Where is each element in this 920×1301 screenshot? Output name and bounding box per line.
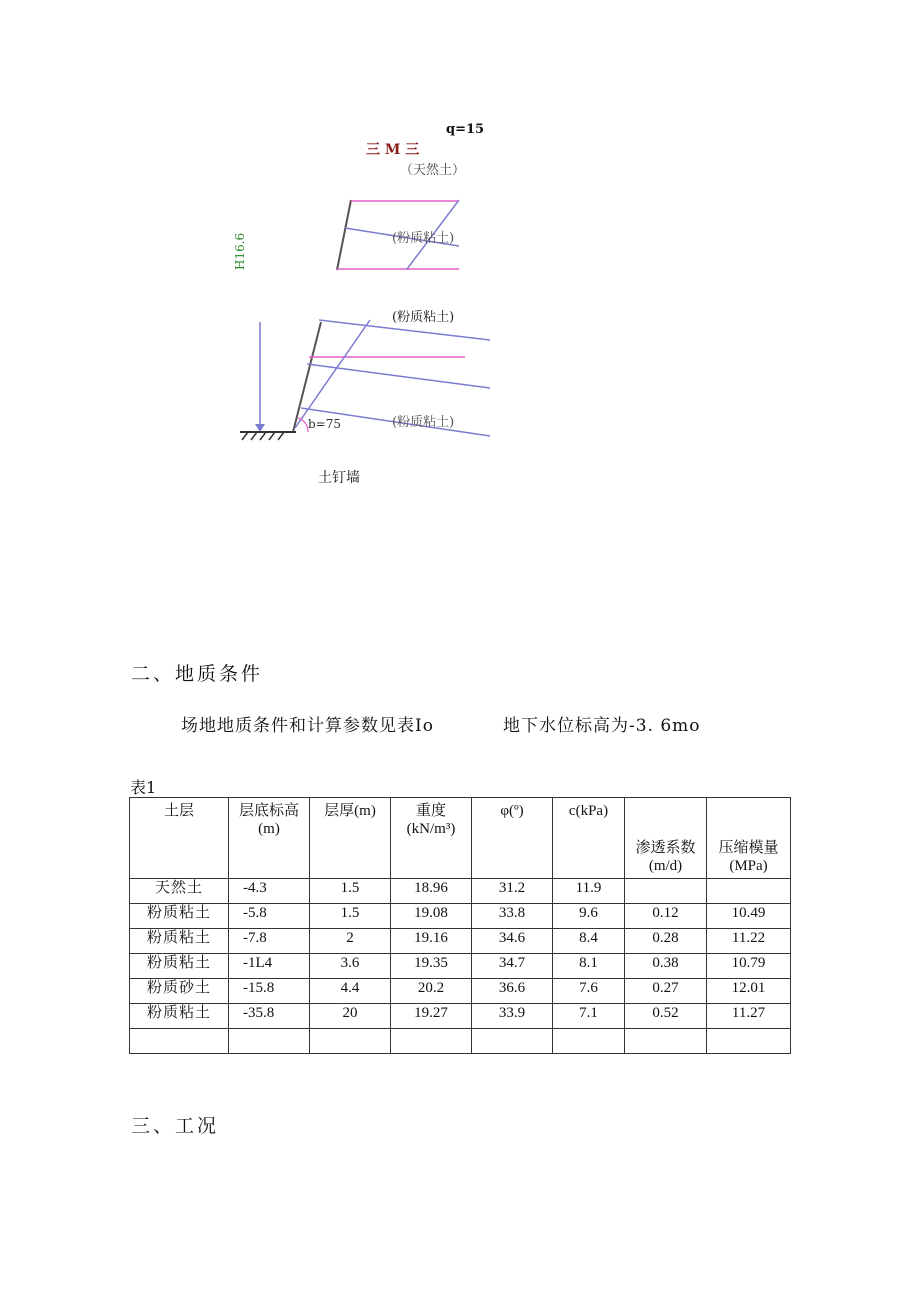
soil-label-1: (粉质粘土) bbox=[392, 231, 455, 246]
table-cell: 33.8 bbox=[472, 904, 553, 929]
section-2-heading: 二、地质条件 bbox=[131, 663, 264, 685]
upper-wall-line bbox=[337, 200, 351, 270]
soil-label-2: (粉质粘土) bbox=[392, 310, 455, 325]
table-cell: 11.22 bbox=[707, 929, 791, 954]
table-cell bbox=[625, 1029, 707, 1054]
section-2-paragraph-b: 地下水位标高为-3. 6mo bbox=[503, 716, 701, 736]
angle-label: b=75 bbox=[308, 417, 342, 431]
table-cell: 天然土 bbox=[130, 879, 229, 904]
table-row bbox=[130, 1029, 791, 1054]
table-cell: 33.9 bbox=[472, 1004, 553, 1029]
table-cell bbox=[625, 879, 707, 904]
table-cell: 粉质粘土 bbox=[130, 1004, 229, 1029]
lower-wall-line bbox=[293, 322, 321, 432]
table-row bbox=[130, 1004, 791, 1029]
table-cell: 0.38 bbox=[625, 954, 707, 979]
header-cell: c(kPa) bbox=[553, 798, 625, 879]
table-cell: -5.8 bbox=[229, 904, 310, 929]
table-cell: 19.08 bbox=[391, 904, 472, 929]
table-cell: -7.8 bbox=[229, 929, 310, 954]
header-cell: 土层 bbox=[130, 798, 229, 879]
table-cell: 2 bbox=[310, 929, 391, 954]
header-cell: φ(º) bbox=[472, 798, 553, 879]
table-cell: 粉质粘土 bbox=[130, 904, 229, 929]
load-symbol: 三 M 三 bbox=[366, 142, 420, 158]
table-cell: 8.1 bbox=[553, 954, 625, 979]
table-cell: 20 bbox=[310, 1004, 391, 1029]
table-header-row bbox=[130, 798, 791, 879]
table-cell: 0.12 bbox=[625, 904, 707, 929]
soil-label-3: (粉质粘土) bbox=[392, 415, 455, 430]
table-row bbox=[130, 954, 791, 979]
table-cell: 7.1 bbox=[553, 1004, 625, 1029]
table-cell: 10.79 bbox=[707, 954, 791, 979]
table-cell: 0.28 bbox=[625, 929, 707, 954]
table-cell bbox=[553, 1029, 625, 1054]
table-cell: 3.6 bbox=[310, 954, 391, 979]
table-cell: 19.16 bbox=[391, 929, 472, 954]
section-3-heading: 三、工况 bbox=[131, 1115, 220, 1137]
table-cell bbox=[391, 1029, 472, 1054]
table-cell: 4.4 bbox=[310, 979, 391, 1004]
ground-hatch bbox=[242, 432, 284, 440]
table-cell: 10.49 bbox=[707, 904, 791, 929]
height-arrowhead bbox=[255, 424, 265, 432]
table-cell: 1.5 bbox=[310, 879, 391, 904]
table-cell bbox=[310, 1029, 391, 1054]
header-cell: 层底标高 (m) bbox=[229, 798, 310, 879]
table-cell: -35.8 bbox=[229, 1004, 310, 1029]
table-cell: 0.27 bbox=[625, 979, 707, 1004]
table-cell bbox=[472, 1029, 553, 1054]
table-cell bbox=[130, 1029, 229, 1054]
table-cell: 20.2 bbox=[391, 979, 472, 1004]
table-cell: 7.6 bbox=[553, 979, 625, 1004]
table-cell: 粉质粘土 bbox=[130, 929, 229, 954]
table-cell: 34.7 bbox=[472, 954, 553, 979]
section-2-paragraph-a: 场地地质条件和计算参数见表Io bbox=[181, 716, 434, 736]
table-row bbox=[130, 904, 791, 929]
figure-caption: 土钉墙 bbox=[318, 470, 360, 486]
table-cell: 11.27 bbox=[707, 1004, 791, 1029]
lower-slip-line bbox=[295, 320, 370, 428]
header-cell: 重度 (kN/m³) bbox=[391, 798, 472, 879]
lower-nail-2 bbox=[307, 364, 490, 388]
table-cell: 19.35 bbox=[391, 954, 472, 979]
table-cell bbox=[707, 1029, 791, 1054]
table-row bbox=[130, 929, 791, 954]
header-cell: 压缩模量 (MPa) bbox=[707, 798, 791, 879]
soil-parameters-table bbox=[129, 797, 791, 1054]
table-cell: 8.4 bbox=[553, 929, 625, 954]
table-cell: 18.96 bbox=[391, 879, 472, 904]
load-label: q=15 bbox=[446, 122, 485, 137]
table-cell: 34.6 bbox=[472, 929, 553, 954]
table-cell: 11.9 bbox=[553, 879, 625, 904]
table-row bbox=[130, 879, 791, 904]
table-cell: 粉质砂土 bbox=[130, 979, 229, 1004]
table-cell: 粉质粘土 bbox=[130, 954, 229, 979]
table-cell: 9.6 bbox=[553, 904, 625, 929]
table-cell bbox=[707, 879, 791, 904]
table-cell: 31.2 bbox=[472, 879, 553, 904]
table-cell: 0.52 bbox=[625, 1004, 707, 1029]
table-cell: 36.6 bbox=[472, 979, 553, 1004]
table-cell: -15.8 bbox=[229, 979, 310, 1004]
table-row bbox=[130, 979, 791, 1004]
soil-nail-wall-figure bbox=[0, 0, 920, 500]
height-label: H16.6 bbox=[233, 232, 247, 270]
table-cell: -1L4 bbox=[229, 954, 310, 979]
table-cell: -4.3 bbox=[229, 879, 310, 904]
angle-arc bbox=[298, 418, 308, 432]
table-cell: 19.27 bbox=[391, 1004, 472, 1029]
table-cell: 1.5 bbox=[310, 904, 391, 929]
top-soil-label: （天然土） bbox=[400, 163, 466, 178]
table-cell bbox=[229, 1029, 310, 1054]
header-cell: 层厚(m) bbox=[310, 798, 391, 879]
header-cell: 渗透系数 (m/d) bbox=[625, 798, 707, 879]
table-caption: 表1 bbox=[130, 778, 157, 797]
table-cell: 12.01 bbox=[707, 979, 791, 1004]
